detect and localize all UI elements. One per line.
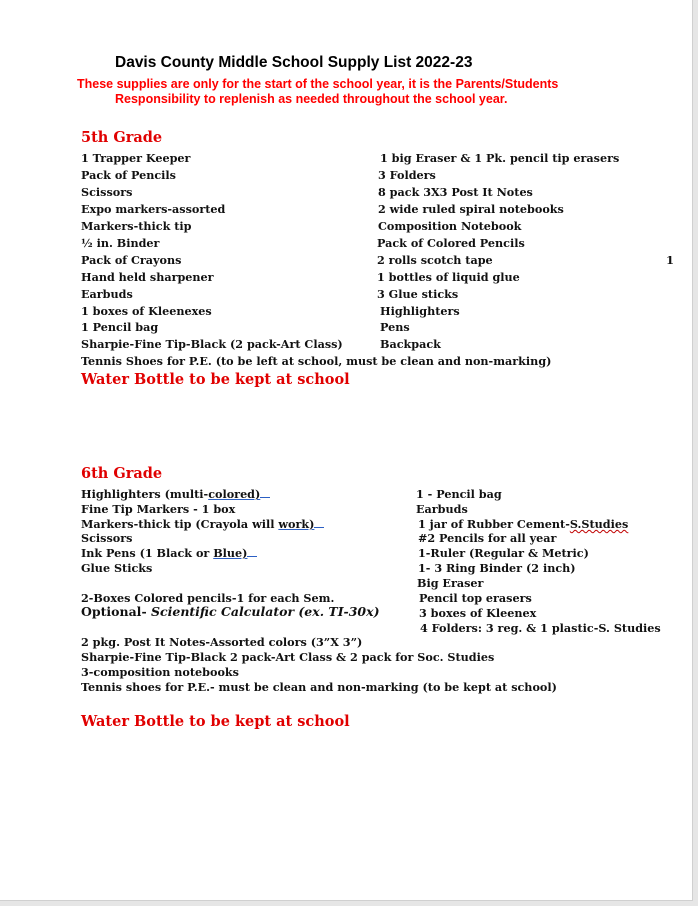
grade5-right-item: Pens bbox=[380, 320, 410, 334]
grade6-ink-pens: Ink Pens (1 Black or Blue) bbox=[81, 546, 257, 560]
grade5-right-item: Composition Notebook bbox=[378, 219, 522, 233]
grade5-right-item: 2 wide ruled spiral notebooks bbox=[378, 202, 564, 216]
grade5-left-item: Scissors bbox=[81, 185, 133, 199]
grade6-right-item: Big Eraser bbox=[417, 576, 484, 590]
grade5-right-item: Pack of Colored Pencils bbox=[377, 236, 525, 250]
grade5-right-item: 3 Glue sticks bbox=[377, 287, 459, 301]
grade6-highlighters: Highlighters (multi-colored) bbox=[81, 487, 270, 501]
grade6-right-item: 1- 3 Ring Binder (2 inch) bbox=[418, 561, 576, 575]
grade5-left-item: Earbuds bbox=[81, 287, 133, 301]
grade5-left-item: 1 Trapper Keeper bbox=[81, 151, 191, 165]
grade6-right-item: Pencil top erasers bbox=[419, 591, 532, 605]
grade5-left-item: Markers-thick tip bbox=[81, 219, 192, 233]
subtitle-line-1: These supplies are only for the start of the school year, it is the Parents/Students bbox=[77, 77, 559, 91]
grade5-left-item: Pack of Pencils bbox=[81, 168, 176, 182]
grade6-right-item: Earbuds bbox=[416, 502, 468, 516]
grade6-bottom-item: Tennis shoes for P.E.- must be clean and non-marking (to be kept at school) bbox=[81, 680, 557, 694]
grade5-right-item: 1 bottles of liquid glue bbox=[377, 270, 520, 284]
grade6-ink-pens-underlined: Blue) bbox=[213, 546, 248, 560]
grade5-left-item: 1 Pencil bag bbox=[81, 320, 159, 334]
grade5-right-item: 1 big Eraser & 1 Pk. pencil tip erasers bbox=[380, 151, 620, 165]
grade5-right-item: Highlighters bbox=[380, 304, 460, 318]
grade6-bottom-item: Sharpie-Fine Tip-Black 2 pack-Art Class & 2 pack for Soc. Studies bbox=[81, 650, 495, 664]
grade6-water-bottle: Water Bottle to be kept at school bbox=[81, 713, 350, 730]
grade5-left-item: Pack of Crayons bbox=[81, 253, 182, 267]
grade6-colored-pencils: 2-Boxes Colored pencils-1 for each Sem. bbox=[81, 591, 335, 605]
grade6-highlighters-underlined: colored) bbox=[208, 487, 261, 501]
subtitle-line-2: Responsibility to replenish as needed throughout the school year. bbox=[115, 92, 508, 106]
grade5-left-item: Sharpie-Fine Tip-Black (2 pack-Art Class) bbox=[81, 337, 343, 351]
grade6-right-item: 1 jar of Rubber Cement-S.Studies bbox=[418, 517, 629, 531]
grade6-bottom-item: 2 pkg. Post It Notes-Assorted colors (3”X 3”) bbox=[81, 635, 363, 649]
grade6-markers-underlined: work) bbox=[278, 517, 315, 531]
grade6-right-item: 1-Ruler (Regular & Metric) bbox=[418, 546, 589, 560]
grade6-right-item: 4 Folders: 3 reg. & 1 plastic-S. Studies bbox=[420, 621, 661, 635]
grade6-glue-sticks: Glue Sticks bbox=[81, 561, 153, 575]
grade5-left-item: Hand held sharpener bbox=[81, 270, 214, 284]
grade5-right-item: 3 Folders bbox=[378, 168, 436, 182]
grade5-heading: 5th Grade bbox=[81, 129, 163, 146]
grade5-right-item: 2 rolls scotch tape bbox=[377, 253, 493, 267]
grade5-right-item: Backpack bbox=[380, 337, 441, 351]
grade6-right-item: #2 Pencils for all year bbox=[418, 531, 557, 545]
grade6-fine-tip: Fine Tip Markers - 1 box bbox=[81, 502, 236, 516]
grade6-scissors: Scissors bbox=[81, 531, 133, 545]
grade6-right-item: 1 - Pencil bag bbox=[416, 487, 502, 501]
grade6-bottom-item: 3-composition notebooks bbox=[81, 665, 239, 679]
grade5-left-item: 1 boxes of Kleenexes bbox=[81, 304, 212, 318]
grade5-water-bottle: Water Bottle to be kept at school bbox=[81, 371, 350, 388]
grade6-optional: Optional- Scientific Calculator (ex. TI-30x) bbox=[81, 604, 380, 619]
grade5-left-item: ½ in. Binder bbox=[81, 236, 160, 250]
grade6-markers: Markers-thick tip (Crayola will work) bbox=[81, 517, 324, 531]
grade6-rubber-cement-marked: S.Studies bbox=[569, 517, 629, 531]
grade5-left-item: Expo markers-assorted bbox=[81, 202, 226, 216]
grade6-heading: 6th Grade bbox=[81, 465, 163, 482]
grade5-tennis-shoes: Tennis Shoes for P.E. (to be left at school, must be clean and non-marking) bbox=[81, 354, 552, 368]
page-number: 1 bbox=[666, 253, 675, 267]
grade5-right-item: 8 pack 3X3 Post It Notes bbox=[378, 185, 533, 199]
document-title: Davis County Middle School Supply List 2022-23 bbox=[115, 54, 473, 71]
grade6-right-item: 3 boxes of Kleenex bbox=[419, 606, 537, 620]
